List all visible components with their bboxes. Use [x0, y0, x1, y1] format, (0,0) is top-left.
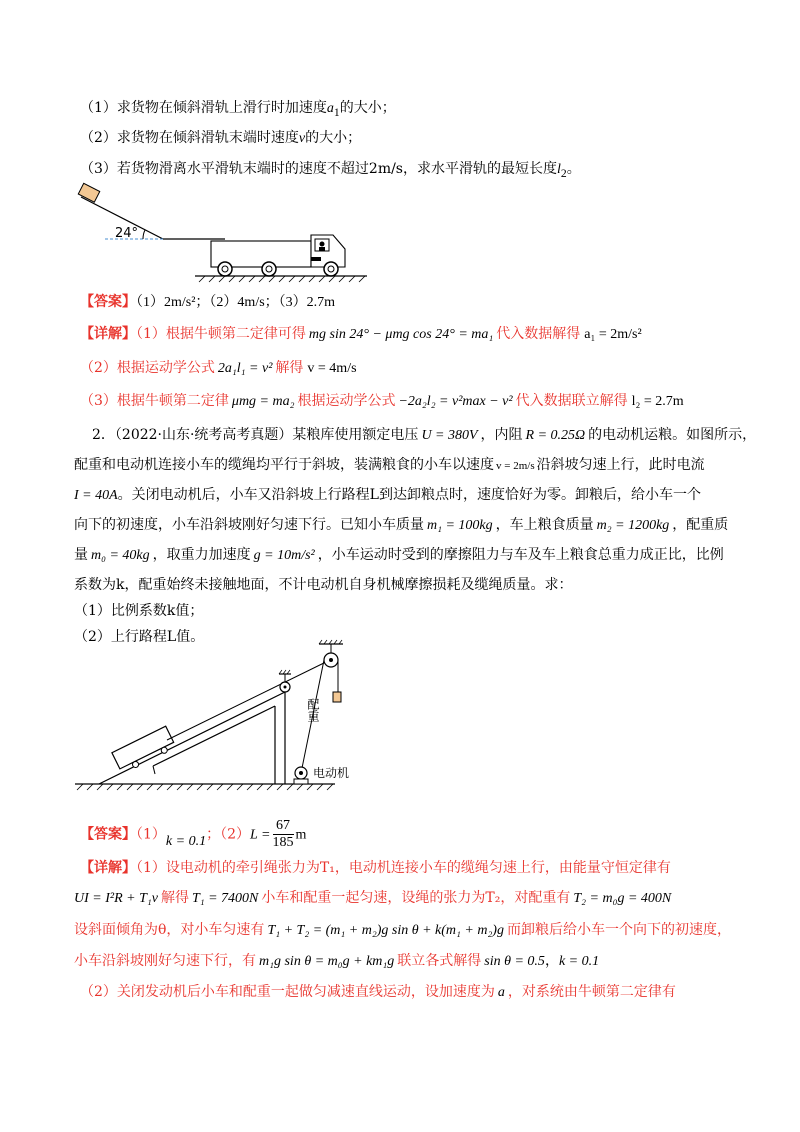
equation: R = 0.25Ω: [525, 428, 586, 443]
text: （2）关闭发动机后小车和配重一起做匀减速直线运动，设加速度为: [80, 984, 495, 1000]
q2-detail-line1: [80, 858, 671, 878]
ramp-surface: [99, 692, 285, 784]
motor-label: 电动机: [313, 766, 350, 780]
text: ，对系统由牛顿第二定律有: [507, 984, 676, 1000]
detail-tag: 【详解】: [80, 326, 136, 342]
answer-tag: 【答案】: [80, 826, 136, 843]
q1-answer: [80, 292, 335, 313]
text: 量: [74, 547, 88, 563]
equation: m₂ = 1200kg: [596, 518, 670, 533]
q2-stem-line5: [74, 545, 724, 566]
text: （3）根据牛顿第二定律: [80, 393, 229, 409]
ground-hatch: [199, 276, 365, 282]
q2-stem-line4: [74, 515, 728, 536]
equation: m₀ = 40kg: [91, 548, 150, 563]
text: （2）根据运动学公式: [80, 360, 215, 376]
equation: m₁g sin θ = m₀g + km₁g: [259, 954, 395, 969]
incline-truck-figure: [75, 185, 375, 285]
text: 解得: [160, 890, 189, 906]
result: T₁ = 7400N: [191, 891, 259, 906]
text: （3）若货物滑离水平滑轨末端时的速度不超过2m/s，求水平滑轨的最短长度: [80, 161, 557, 177]
text: 而卸粮后给小车一个向下的初速度，: [506, 922, 731, 938]
result-lhs: L =: [250, 827, 271, 843]
unit: m: [295, 827, 307, 843]
text: 代入数据解得: [496, 326, 581, 342]
text: 。: [566, 161, 581, 177]
equation: μmg = ma₂: [231, 394, 295, 409]
cable-motor: [301, 660, 324, 773]
text: 代入数据联立解得: [515, 393, 628, 409]
cart-icon: [112, 726, 176, 774]
result: k = 0.1: [558, 954, 600, 969]
text: ，取重力加速度: [152, 547, 251, 563]
equation: v = 2m/s: [496, 460, 535, 472]
pulley-large-icon: [319, 640, 343, 667]
q2-answer: [80, 818, 306, 851]
counterweight-label: 配重: [306, 698, 320, 722]
q1-sub3: [80, 159, 581, 184]
text: 的大小；: [305, 130, 362, 146]
answer-text: （1）2m/s²；（2）4m/s；（3）2.7m: [136, 295, 336, 310]
sub: 2: [560, 166, 567, 180]
q1-detail-line1: [80, 324, 642, 345]
text: 小车和配重一起匀速，设绳的张力为T₂，对配重有: [261, 890, 571, 906]
ramp-inner: [153, 766, 155, 774]
text: 设斜面倾角为θ，对小车匀速有: [74, 922, 265, 938]
q2-stem-line2: [74, 455, 705, 476]
q1-sub2: [80, 128, 361, 149]
fraction: [273, 818, 294, 851]
text: 向下的初速度，小车沿斜坡刚好匀速下行。已知小车质量: [74, 517, 424, 533]
text: 2．（2022·山东·统考高考真题）某粮库使用额定电压: [92, 427, 419, 443]
equation: I = 40A: [74, 488, 118, 503]
text: （2）上行路程L值。: [74, 629, 205, 645]
q1-detail-line3: [80, 391, 684, 412]
text: ，配重质: [672, 517, 729, 533]
text: 的电动机运粮。如图所示，: [588, 427, 757, 443]
text: 联立各式解得: [397, 953, 482, 969]
text: 系数为k，配重始终未接触地面，不计电动机自身机械摩擦损耗及缆绳质量。求：: [74, 577, 573, 593]
var-a: a: [326, 101, 334, 116]
q2-sub1: [74, 601, 203, 621]
text: （1）求货物在倾斜滑轨上滑行时加速度: [80, 100, 327, 116]
ground-hatch: [77, 784, 333, 790]
cargo-box-icon: [78, 183, 99, 202]
text: ，车上粮食质量: [495, 517, 594, 533]
var-v: v: [298, 131, 306, 146]
q2-stem-line3: [74, 485, 701, 506]
text: （2）求货物在倾斜滑轨末端时速度: [80, 130, 299, 146]
text: 配重和电动机连接小车的缆绳均平行于斜坡，装满粮食的小车以速度: [74, 457, 494, 473]
text: （1）比例系数k值；: [74, 603, 204, 619]
text: （1）: [136, 826, 166, 843]
text: 解得: [275, 360, 304, 376]
q1-sub1: [80, 98, 396, 123]
equation: T₂ = m₀g = 400N: [573, 891, 672, 906]
result: v = 4m/s: [307, 361, 357, 376]
separator: ，: [544, 953, 559, 969]
equation: U = 380V: [421, 428, 478, 443]
text: ，内阻: [480, 427, 523, 443]
ramp-underside: [153, 706, 275, 766]
denominator: 185: [272, 835, 294, 850]
text: ；（2）: [206, 826, 251, 843]
var-l: l: [557, 162, 561, 177]
result: sin θ = 0.5: [484, 954, 545, 969]
var-a: a: [497, 985, 505, 1000]
angle-label: 24°: [115, 226, 139, 241]
granary-incline-figure: [75, 640, 375, 790]
result: l₂ = 2.7m: [631, 394, 684, 409]
counterweight-block: [333, 692, 341, 702]
result: k = 0.1: [165, 833, 207, 849]
pulley-small-icon: [279, 670, 291, 692]
equation: T₁ + T₂ = (m₁ + m₂)g sin θ + k(m₁ + m₂)g: [267, 923, 504, 938]
motor-icon: [294, 767, 308, 784]
q2-detail-line4: [74, 951, 599, 972]
q2-stem-line1: [92, 425, 756, 446]
equation: −2a₂l₂ = v²max − v²: [398, 394, 513, 409]
numerator: 67: [273, 818, 294, 835]
truck-icon: [211, 235, 345, 276]
equation: 2a₁l₁ = v²: [217, 361, 273, 376]
equation: g = 10m/s²: [253, 548, 315, 563]
text: （1）根据牛顿第二定律可得: [136, 326, 306, 342]
text: 的大小；: [339, 100, 396, 116]
equation: UI = I²R + T₁v: [74, 891, 158, 906]
answer-tag: 【答案】: [80, 294, 136, 310]
q2-detail-line3: [74, 920, 731, 941]
sub: 1: [333, 105, 340, 119]
q1-detail-line2: [80, 358, 357, 379]
text: ，小车运动时受到的摩擦阻力与车及车上粮食总重力成正比，比例: [317, 547, 724, 563]
result: a₁ = 2m/s²: [584, 327, 642, 342]
text: 沿斜坡匀速上行，此时电流: [536, 457, 705, 473]
angle-arc: [143, 230, 145, 239]
q2-detail-line5: [80, 982, 676, 1003]
equation: mg sin 24° − μmg cos 24° = ma₁: [308, 327, 494, 342]
detail-tag: 【详解】: [80, 860, 136, 876]
equation: m₁ = 100kg: [427, 518, 493, 533]
text: （1）设电动机的牵引绳张力为T₁，电动机连接小车的缆绳匀速上行，由能量守恒定律有: [136, 860, 671, 876]
q2-detail-line2: [74, 888, 671, 909]
text: 根据运动学公式: [297, 393, 396, 409]
text: 小车沿斜坡刚好匀速下行，有: [74, 953, 256, 969]
text: 。关闭电动机后，小车又沿斜坡上行路程L到达卸粮点时，速度恰好为零。卸粮后，给小车一个: [117, 487, 701, 503]
q2-stem-line6: [74, 575, 572, 595]
